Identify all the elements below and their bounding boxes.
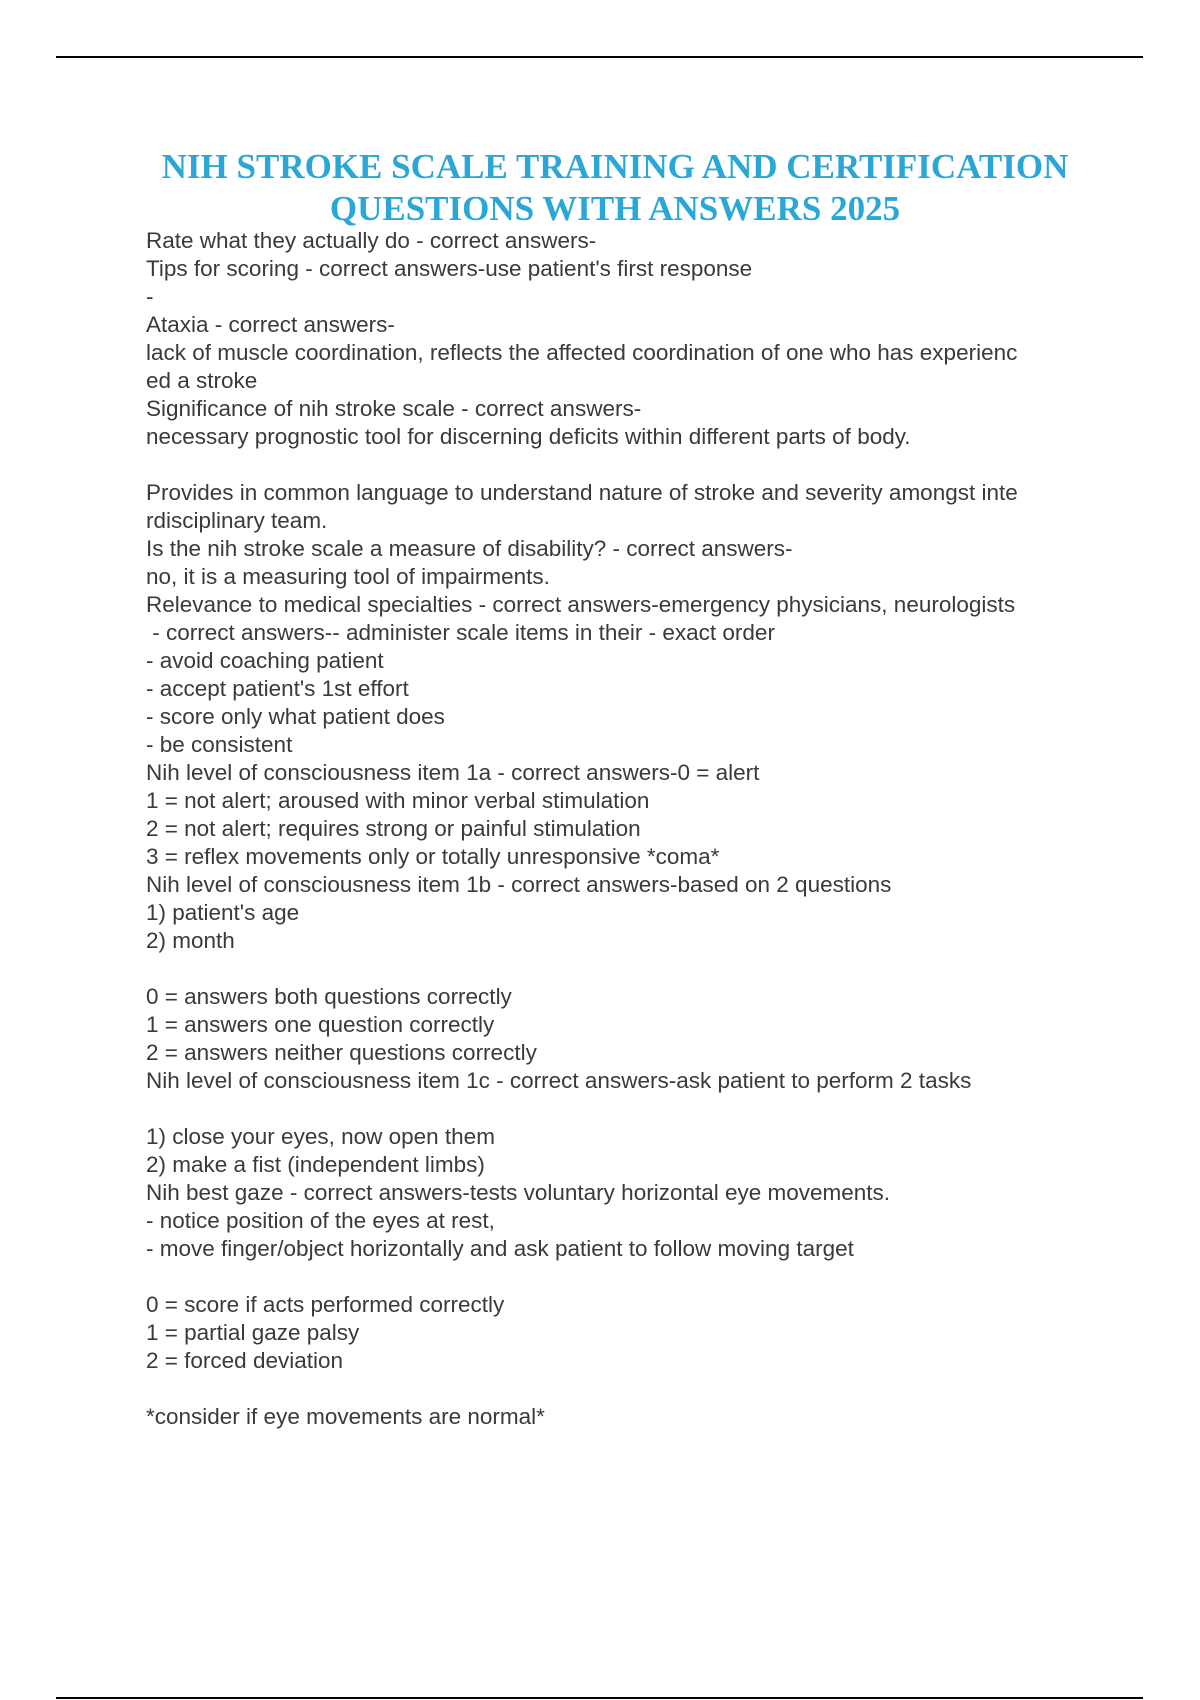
body-line: 2 = not alert; requires strong or painful stimulation <box>146 816 641 841</box>
blank-line <box>146 451 1106 479</box>
body-line: - move finger/object horizontally and ask patient to follow moving target <box>146 1236 854 1261</box>
body-line: Provides in common language to understand nature of stroke and severity amongst inte <box>146 480 1018 505</box>
body-line: - avoid coaching patient <box>146 648 384 673</box>
body-line: Ataxia - correct answers- <box>146 312 395 337</box>
body-line: Nih level of consciousness item 1b - correct answers-based on 2 questions <box>146 872 892 897</box>
body-line: necessary prognostic tool for discerning deficits within different parts of body. <box>146 424 911 449</box>
body-line: 2) make a fist (independent limbs) <box>146 1152 485 1177</box>
body-line: - <box>146 284 154 309</box>
body-line: Nih level of consciousness item 1c - correct answers-ask patient to perform 2 tasks <box>146 1068 972 1093</box>
body-line: 1) close your eyes, now open them <box>146 1124 495 1149</box>
body-line: - notice position of the eyes at rest, <box>146 1208 495 1233</box>
body-line: Nih best gaze - correct answers-tests voluntary horizontal eye movements. <box>146 1180 891 1205</box>
blank-line <box>146 1263 1106 1291</box>
body-line: 1 = partial gaze palsy <box>146 1320 360 1345</box>
bottom-rule <box>56 1697 1143 1699</box>
document-body <box>146 227 1106 1431</box>
blank-line <box>146 1095 1106 1123</box>
body-line: no, it is a measuring tool of impairments. <box>146 564 550 589</box>
body-line: 1 = answers one question correctly <box>146 1012 495 1037</box>
blank-line <box>146 955 1106 983</box>
title-line-1: NIH STROKE SCALE TRAINING AND CERTIFICATION <box>161 147 1069 186</box>
body-line: 2 = forced deviation <box>146 1348 344 1373</box>
body-line: Relevance to medical specialties - correct answers-emergency physicians, neurologists <box>146 592 1016 617</box>
body-line: 1) patient's age <box>146 900 300 925</box>
top-rule <box>56 56 1143 58</box>
body-line: Tips for scoring - correct answers-use patient's first response <box>146 256 753 281</box>
body-line: Nih level of consciousness item 1a - correct answers-0 = alert <box>146 760 760 785</box>
title-line-2: QUESTIONS WITH ANSWERS 2025 <box>329 189 901 228</box>
document-title <box>0 146 1200 230</box>
body-line: 1 = not alert; aroused with minor verbal stimulation <box>146 788 650 813</box>
body-line: ed a stroke <box>146 368 258 393</box>
blank-line <box>146 1375 1106 1403</box>
body-line: 2) month <box>146 928 235 953</box>
body-line: - correct answers-- administer scale items in their - exact order <box>146 620 775 645</box>
body-line: - score only what patient does <box>146 704 445 729</box>
body-line: 0 = answers both questions correctly <box>146 984 512 1009</box>
body-line: Is the nih stroke scale a measure of disability? - correct answers- <box>146 536 793 561</box>
body-line: - accept patient's 1st effort <box>146 676 409 701</box>
body-line: rdisciplinary team. <box>146 508 328 533</box>
body-line: 0 = score if acts performed correctly <box>146 1292 505 1317</box>
body-line: 2 = answers neither questions correctly <box>146 1040 537 1065</box>
body-line: - be consistent <box>146 732 293 757</box>
body-line: Significance of nih stroke scale - correct answers- <box>146 396 642 421</box>
body-line: 3 = reflex movements only or totally unresponsive *coma* <box>146 844 720 869</box>
body-line: *consider if eye movements are normal* <box>146 1404 545 1429</box>
body-line: lack of muscle coordination, reflects the affected coordination of one who has experienc <box>146 340 1018 365</box>
body-line: Rate what they actually do - correct answers- <box>146 228 597 253</box>
